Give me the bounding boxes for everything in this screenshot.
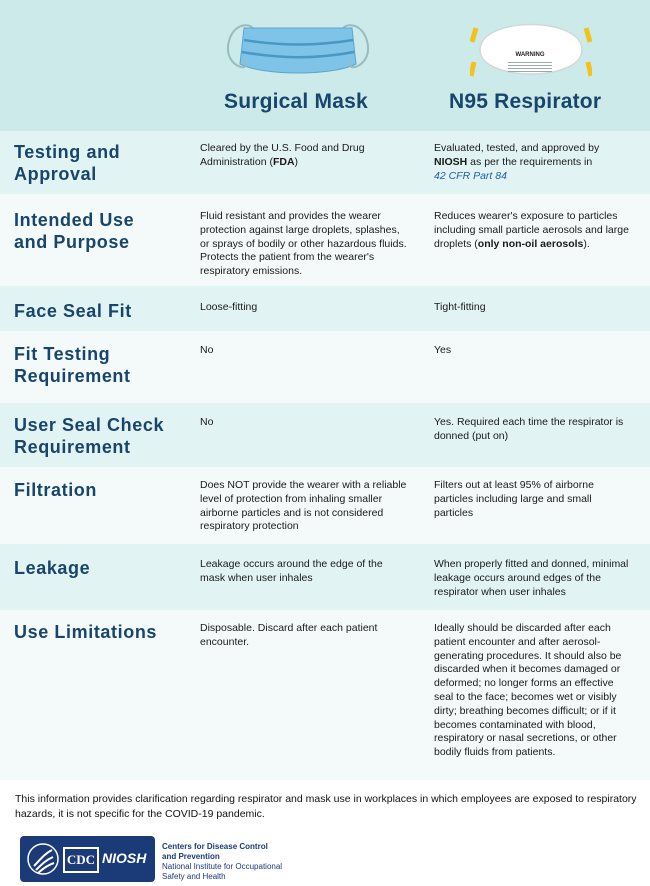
surgical-cell: No	[200, 344, 214, 356]
row-filtration	[0, 467, 650, 544]
n95-cell: Filters out at least 95% of airborne particles including large and small particles	[434, 479, 594, 519]
row-label: Fit Testing Requirement	[14, 344, 131, 386]
row-leakage	[0, 544, 650, 610]
surgical-cell: Disposable. Discard after each patient encounter.	[200, 622, 378, 648]
row-label: Filtration	[14, 480, 97, 500]
row-label: User Seal Check Requirement	[14, 415, 165, 457]
row-label: Use Limitations	[14, 622, 158, 642]
row-user-seal-check	[0, 403, 650, 467]
row-label: Intended Use and Purpose	[14, 210, 135, 252]
n95-cell: Yes	[434, 344, 452, 356]
surgical-cell: Fluid resistant and provides the wearer protection against large droplets, splashes, or sprays of bodily or other hazardous fluids. Protects the patient from the wearer's respiratory emissions.	[200, 210, 407, 278]
n95-cell: Yes. Required each time the respirator is donned (put on)	[434, 416, 624, 442]
cfr-reference: 42 CFR Part 84	[434, 169, 507, 182]
n95-respirator-image	[470, 10, 592, 90]
n95-warning-label: WARNING	[515, 52, 545, 58]
n95-respirator-title: N95 Respirator	[449, 90, 602, 113]
row-use-limitations	[0, 610, 650, 780]
niosh-logo-text: NIOSH	[102, 850, 147, 866]
row-intended-use	[0, 194, 650, 286]
n95-cell: Reduces wearer's exposure to particles including small particle aerosols and large droplets (only non-oil aerosols).	[434, 210, 629, 250]
surgical-mask-image	[222, 6, 374, 84]
n95-cell: Tight-fitting	[434, 301, 486, 313]
warning-fine-print	[508, 60, 552, 74]
row-label: Face Seal Fit	[14, 301, 132, 321]
surgical-cell: Loose-fitting	[200, 301, 258, 313]
surgical-cell: Cleared by the U.S. Food and Drug Administration (FDA)	[200, 142, 365, 168]
row-testing-approval	[0, 131, 650, 194]
row-label: Testing and Approval	[14, 142, 121, 184]
n95-cell: When properly fitted and donned, minimal leakage occurs around edges of the respirator when user inhales	[434, 558, 629, 598]
surgical-mask-title: Surgical Mask	[224, 90, 368, 113]
surgical-cell: Does NOT provide the wearer with a reliable level of protection from inhaling smaller airborne particles and is not considered respiratory protection	[200, 479, 407, 533]
surgical-cell: No	[200, 416, 214, 428]
surgical-cell: Leakage occurs around the edge of the mask when user inhales	[200, 558, 383, 584]
hhs-eagle-icon	[26, 838, 60, 880]
footer-note: This information provides clarification regarding respirator and mask use in workplaces in which employees are exposed to respiratory hazards, it is not specific for the COVID-19 pandemic.	[15, 793, 637, 820]
n95-cell: Ideally should be discarded after each patient encounter and after aerosol-generating procedures. It should also be discarded when it becomes damaged or deformed; no longer forms an effective seal to the face; becomes wet or visibly dirty; breathing becomes difficult; or if it becomes contaminated with blood, respiratory or nasal secretions, or other bodily fluids from patients.	[434, 622, 622, 759]
agency-names: Centers for Disease Control and Prevention National Institute for Occupational Safety and Health	[162, 842, 283, 881]
row-label: Leakage	[14, 558, 91, 578]
row-fit-testing	[0, 331, 650, 403]
cdc-logo-text: CDC	[63, 847, 99, 873]
row-face-seal-fit	[0, 286, 650, 331]
n95-cell: Evaluated, tested, and approved by NIOSH as per the requirements in 42 CFR Part 84	[434, 142, 600, 182]
